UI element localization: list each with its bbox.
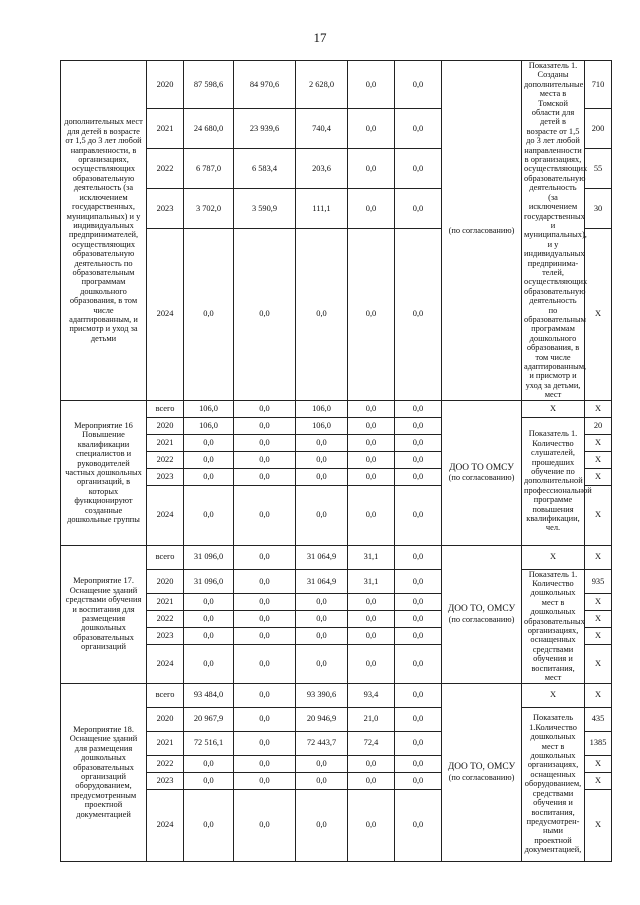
regional-cell: 0,0 — [296, 610, 348, 627]
federal-cell: 0,0 — [234, 707, 296, 731]
federal-cell: 3 590,9 — [234, 188, 296, 228]
year-cell: 2024 — [147, 228, 184, 400]
executor-note: (по согласованию) — [448, 772, 515, 782]
executor-cell — [442, 545, 522, 683]
local-cell: 0,0 — [348, 468, 395, 485]
local-cell: 72,4 — [348, 731, 395, 755]
indicator-value-cell: X — [585, 468, 612, 485]
extrabudget-cell: 0,0 — [395, 149, 442, 189]
year-cell: 2020 — [147, 61, 184, 109]
measure-name-cell: Мероприятие 18. Оснащение зданий для размещения дошкольных образовательных организаций оборудованием, предусмотренным проектной документацией — [61, 683, 147, 861]
regional-cell: 0,0 — [296, 593, 348, 610]
federal-cell: 0,0 — [234, 593, 296, 610]
year-cell: 2022 — [147, 149, 184, 189]
indicator-value-cell: X — [585, 400, 612, 417]
federal-cell: 23 939,6 — [234, 109, 296, 149]
local-cell: 0,0 — [348, 645, 395, 683]
year-cell: 2023 — [147, 628, 184, 645]
local-cell: 0,0 — [348, 772, 395, 789]
extrabudget-cell: 0,0 — [395, 755, 442, 772]
indicator-value-cell: X — [585, 593, 612, 610]
year-cell: 2023 — [147, 188, 184, 228]
indicator-total-cell: X — [522, 683, 585, 707]
year-cell: 2024 — [147, 789, 184, 861]
indicator-cell: Показатель 1. Количество дошкольных мест в дошкольных образовательных организациях, оснащенных средствами обучения и воспитания, мест — [522, 569, 585, 683]
total-cell: 0,0 — [184, 789, 234, 861]
indicator-value-cell: X — [585, 755, 612, 772]
table-row — [61, 400, 612, 417]
extrabudget-cell: 0,0 — [395, 451, 442, 468]
total-cell: 20 967,9 — [184, 707, 234, 731]
extrabudget-cell: 0,0 — [395, 569, 442, 593]
indicator-cell: Показатель 1.Количество дошкольных мест в дошкольных организациях, оснащенных оборудованием, средствами обучения и воспитания, предусмотрен-ными проектной документацией, — [522, 707, 585, 861]
indicator-total-cell: X — [522, 400, 585, 417]
regional-cell: 0,0 — [296, 755, 348, 772]
table-row — [61, 545, 612, 569]
regional-cell: 0,0 — [296, 645, 348, 683]
total-cell: 87 598,6 — [184, 61, 234, 109]
extrabudget-cell: 0,0 — [395, 683, 442, 707]
extrabudget-cell: 0,0 — [395, 61, 442, 109]
executor-cell — [442, 683, 522, 861]
federal-cell: 0,0 — [234, 451, 296, 468]
federal-cell: 6 583,4 — [234, 149, 296, 189]
federal-cell: 0,0 — [234, 417, 296, 434]
executor-cell — [442, 400, 522, 545]
extrabudget-cell: 0,0 — [395, 645, 442, 683]
indicator-value-cell: 1385 — [585, 731, 612, 755]
indicator-value-cell: 935 — [585, 569, 612, 593]
measure-name-cell: дополнительных мест для детей в возрасте от 1,5 до 3 лет любой направленности, в организациях, осуществляющих образовательную деятельность (за исключением государственных, муниципальных) и у индивидуальных предпринимателей, осуществляющих образовательную деятельность по образовательным программам дошкольного образования, в том числе адаптированным, и присмотр и уход за детьми — [61, 61, 147, 401]
extrabudget-cell: 0,0 — [395, 772, 442, 789]
federal-cell: 0,0 — [234, 789, 296, 861]
federal-cell: 0,0 — [234, 434, 296, 451]
total-cell: 106,0 — [184, 400, 234, 417]
local-cell: 21,0 — [348, 707, 395, 731]
regional-cell: 106,0 — [296, 400, 348, 417]
regional-cell: 2 628,0 — [296, 61, 348, 109]
federal-cell: 0,0 — [234, 485, 296, 545]
total-cell: 6 787,0 — [184, 149, 234, 189]
table-row — [61, 683, 612, 707]
page-number: 17 — [313, 30, 327, 45]
indicator-value-cell: X — [585, 610, 612, 627]
extrabudget-cell: 0,0 — [395, 109, 442, 149]
indicator-value-cell: 20 — [585, 417, 612, 434]
program-measures-table — [60, 60, 612, 862]
total-cell: 0,0 — [184, 593, 234, 610]
regional-cell: 31 064,9 — [296, 545, 348, 569]
indicator-value-cell: 55 — [585, 149, 612, 189]
indicator-value-cell: X — [585, 485, 612, 545]
table-row — [61, 61, 612, 109]
indicator-value-cell: X — [585, 645, 612, 683]
indicator-cell: Показатель 1. Количество слушателей, прошедших обучение по дополнительной профессиональной программе повышения квалификации, чел. — [522, 417, 585, 545]
local-cell: 0,0 — [348, 417, 395, 434]
measure-name-cell: Мероприятие 17. Оснащение зданий средствами обучения и воспитания для размещения дошкольных образовательных организаций — [61, 545, 147, 683]
regional-cell: 106,0 — [296, 417, 348, 434]
executor-cell: (по согласованию) — [442, 61, 522, 401]
local-cell: 0,0 — [348, 228, 395, 400]
total-cell: 0,0 — [184, 468, 234, 485]
federal-cell: 0,0 — [234, 228, 296, 400]
year-cell: 2021 — [147, 731, 184, 755]
total-cell: 0,0 — [184, 645, 234, 683]
local-cell: 0,0 — [348, 61, 395, 109]
local-cell: 0,0 — [348, 149, 395, 189]
local-cell: 0,0 — [348, 610, 395, 627]
total-cell: 0,0 — [184, 772, 234, 789]
regional-cell: 0,0 — [296, 485, 348, 545]
total-cell: 0,0 — [184, 755, 234, 772]
extrabudget-cell: 0,0 — [395, 731, 442, 755]
local-cell: 0,0 — [348, 755, 395, 772]
indicator-value-cell: X — [585, 628, 612, 645]
year-cell: 2022 — [147, 755, 184, 772]
indicator-value-cell: 200 — [585, 109, 612, 149]
indicator-value-cell: 710 — [585, 61, 612, 109]
federal-cell: 0,0 — [234, 628, 296, 645]
regional-cell: 31 064,9 — [296, 569, 348, 593]
total-cell: 31 096,0 — [184, 569, 234, 593]
federal-cell: 0,0 — [234, 683, 296, 707]
extrabudget-cell: 0,0 — [395, 434, 442, 451]
extrabudget-cell: 0,0 — [395, 545, 442, 569]
total-cell: 0,0 — [184, 228, 234, 400]
federal-cell: 0,0 — [234, 645, 296, 683]
regional-cell: 203,6 — [296, 149, 348, 189]
regional-cell: 0,0 — [296, 772, 348, 789]
total-cell: 72 516,1 — [184, 731, 234, 755]
total-cell: 0,0 — [184, 434, 234, 451]
local-cell: 0,0 — [348, 451, 395, 468]
indicator-value-cell: X — [585, 772, 612, 789]
extrabudget-cell: 0,0 — [395, 228, 442, 400]
year-cell: всего — [147, 683, 184, 707]
indicator-value-cell: X — [585, 789, 612, 861]
year-cell: 2021 — [147, 434, 184, 451]
extrabudget-cell: 0,0 — [395, 789, 442, 861]
total-cell: 0,0 — [184, 451, 234, 468]
federal-cell: 0,0 — [234, 545, 296, 569]
regional-cell: 0,0 — [296, 628, 348, 645]
extrabudget-cell: 0,0 — [395, 417, 442, 434]
total-cell: 0,0 — [184, 610, 234, 627]
federal-cell: 0,0 — [234, 468, 296, 485]
extrabudget-cell: 0,0 — [395, 188, 442, 228]
federal-cell: 0,0 — [234, 400, 296, 417]
indicator-value-cell: 30 — [585, 188, 612, 228]
extrabudget-cell: 0,0 — [395, 400, 442, 417]
extrabudget-cell: 0,0 — [395, 707, 442, 731]
year-cell: 2021 — [147, 593, 184, 610]
regional-cell: 20 946,9 — [296, 707, 348, 731]
year-cell: 2024 — [147, 485, 184, 545]
total-cell: 0,0 — [184, 485, 234, 545]
year-cell: 2023 — [147, 468, 184, 485]
regional-cell: 0,0 — [296, 468, 348, 485]
year-cell: 2021 — [147, 109, 184, 149]
indicator-value-cell: X — [585, 434, 612, 451]
indicator-total-cell: X — [522, 545, 585, 569]
indicator-value-cell: X — [585, 451, 612, 468]
local-cell: 0,0 — [348, 789, 395, 861]
indicator-value-cell: X — [585, 683, 612, 707]
measure-name-cell: Мероприятие 16 Повышение квалификации специалистов и руководителей частных дошкольных организаций, в которых функционируют созданные дошкольные группы — [61, 400, 147, 545]
indicator-value-cell: 435 — [585, 707, 612, 731]
year-cell: 2020 — [147, 707, 184, 731]
federal-cell: 0,0 — [234, 755, 296, 772]
year-cell: 2024 — [147, 645, 184, 683]
regional-cell: 0,0 — [296, 434, 348, 451]
local-cell: 0,0 — [348, 485, 395, 545]
year-cell: 2023 — [147, 772, 184, 789]
year-cell: 2020 — [147, 569, 184, 593]
federal-cell: 0,0 — [234, 772, 296, 789]
executor-note: (по согласованию) — [448, 614, 515, 624]
local-cell: 0,0 — [348, 434, 395, 451]
regional-cell: 72 443,7 — [296, 731, 348, 755]
year-cell: 2022 — [147, 610, 184, 627]
extrabudget-cell: 0,0 — [395, 610, 442, 627]
executor-main: ДОО ТО ОМСУ — [449, 462, 514, 473]
local-cell: 0,0 — [348, 109, 395, 149]
local-cell: 93,4 — [348, 683, 395, 707]
local-cell: 31,1 — [348, 545, 395, 569]
total-cell: 93 484,0 — [184, 683, 234, 707]
federal-cell: 0,0 — [234, 731, 296, 755]
regional-cell: 111,1 — [296, 188, 348, 228]
executor-main: ДОО ТО, ОМСУ — [447, 604, 516, 615]
total-cell: 3 702,0 — [184, 188, 234, 228]
local-cell: 0,0 — [348, 593, 395, 610]
regional-cell: 93 390,6 — [296, 683, 348, 707]
extrabudget-cell: 0,0 — [395, 593, 442, 610]
executor-note: (по согласованию) — [448, 473, 515, 483]
extrabudget-cell: 0,0 — [395, 468, 442, 485]
year-cell: 2020 — [147, 417, 184, 434]
local-cell: 0,0 — [348, 628, 395, 645]
total-cell: 0,0 — [184, 628, 234, 645]
executor-main: ДОО ТО, ОМСУ — [447, 762, 516, 773]
extrabudget-cell: 0,0 — [395, 485, 442, 545]
total-cell: 31 096,0 — [184, 545, 234, 569]
local-cell: 0,0 — [348, 188, 395, 228]
total-cell: 24 680,0 — [184, 109, 234, 149]
year-cell: всего — [147, 400, 184, 417]
total-cell: 106,0 — [184, 417, 234, 434]
federal-cell: 0,0 — [234, 569, 296, 593]
regional-cell: 740,4 — [296, 109, 348, 149]
local-cell: 0,0 — [348, 400, 395, 417]
indicator-value-cell: X — [585, 228, 612, 400]
indicator-value-cell: X — [585, 545, 612, 569]
local-cell: 31,1 — [348, 569, 395, 593]
regional-cell: 0,0 — [296, 451, 348, 468]
year-cell: 2022 — [147, 451, 184, 468]
regional-cell: 0,0 — [296, 789, 348, 861]
federal-cell: 0,0 — [234, 610, 296, 627]
federal-cell: 84 970,6 — [234, 61, 296, 109]
extrabudget-cell: 0,0 — [395, 628, 442, 645]
year-cell: всего — [147, 545, 184, 569]
regional-cell: 0,0 — [296, 228, 348, 400]
indicator-cell: Показатель 1. Созданы дополнительные места в Томской области для детей в возрасте от 1,5 до 3 лет любой направленности в организациях, осуществляющих образовательную деятельность (за исключением государственных и муниципальных), и у индивидуальных предпринима-телей, осуществляющих образовательную деятельность по образовательным программам дошкольного образования, в том числе адаптированным, и присмотр и уход за детьми, мест — [522, 61, 585, 401]
